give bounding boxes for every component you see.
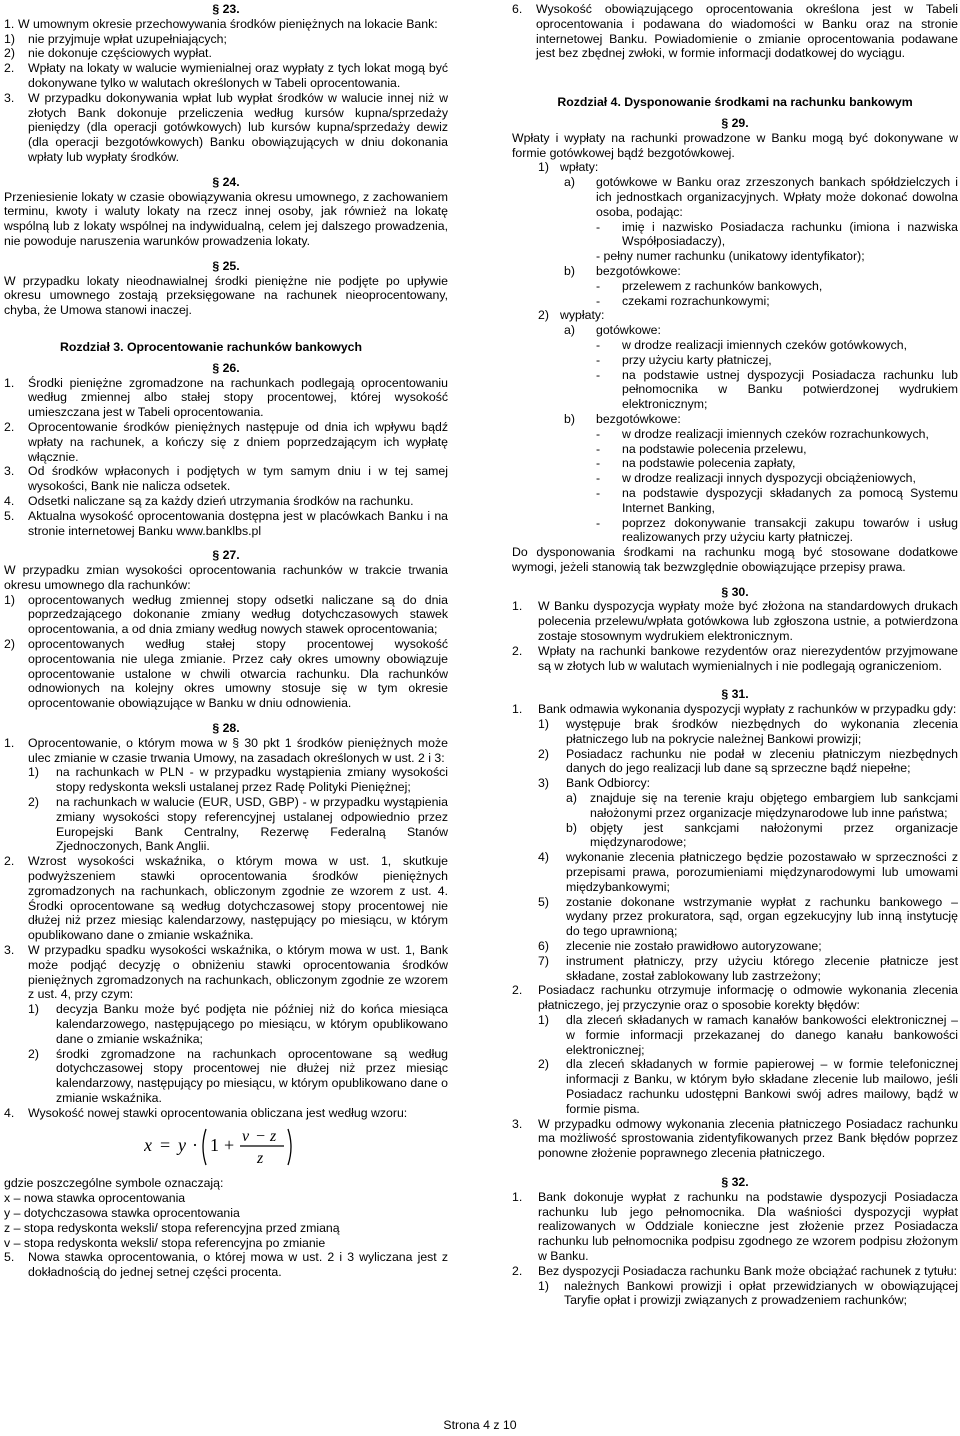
list-item: 1. Bank dokonuje wypłat z rachunku na podstawie dyspozycji Posiadacza rachunku lub jego pełnomocnika. Dla waśniości dyspozycji wypłat realizowanych w Oddziale konieczne jest złożenie przez Posiadacza rachunku lub pełnomocnika podpisu zgodnego ze wzorem podpisu złożonym w Banku. (512, 1189, 958, 1263)
list-item: 2) Posiadacz rachunku nie podał w zleceniu płatniczym niezbędnych danych do jego realizacji lub dane są sprzeczne bądź niepełne; (538, 746, 958, 776)
list-item: 1) występuje brak środków niezbędnych do wykonania zlecenia płatniczego lub na pokrycie należnej Bankowi prowizji; (538, 717, 958, 746)
list-item: a) gotówkowe: (564, 323, 661, 338)
list-item: 1. Bank odmawia wykonania dyspozycji wypłaty z rachunków w przypadku gdy: (512, 702, 957, 717)
section-heading: § 30. (721, 584, 749, 599)
list-item: 2) środki zgromadzone na rachunkach oprocentowane są według dotychczasowej stopy procentowej nie dłużej niż przez miesiąc kalendarzowy, następujący po miesiącu, w którym opublikowano dane o zmianie wskaźnika. (28, 1046, 448, 1105)
section-heading: § 27. (212, 548, 240, 563)
section-heading: § 24. (212, 174, 240, 189)
list-item: 7) instrument płatniczy, przy użyciu którego zlecenie płatnicze jest składane, został zablokowany lub zastrzeżony; (538, 953, 958, 983)
formula-minus: − (256, 1127, 266, 1145)
formula-eq: = (160, 1134, 171, 1155)
list-item: - pełny numer rachunku (unikatowy identyfikator); (596, 249, 865, 264)
list-item: - na podstawie polecenia przelewu, (596, 441, 807, 456)
list-item: 3. W przypadku dokonywania wpłat lub wypłat środków w walucie innej niż w złotych Bank dokonuje przeliczenia według kursów kupna/sprzedaży pieniędzy (dla operacji gotówkowych) lub kursów kupna/sprzedaży dewiz (dla operacji bezgotówkowych) Banku obowiązujących w dniu dokonania wpłaty lub wypłaty środków. (4, 90, 448, 164)
list-item: b) bezgotówkowe: (564, 263, 681, 278)
list-item: 1) należnych Bankowi prowizji i opłat przewidzianych w obowiązującej Taryfie opłat i prowizji związanych z prowadzeniem rachunków; (538, 1278, 958, 1308)
list-item: 5. Aktualna wysokość oprocentowania dostępna jest w placówkach Banku i na stronie internetowej Banku www.banklbs.pl (4, 508, 448, 538)
list-item: 1) wpłaty: (538, 160, 599, 175)
list-item: 2) dla zleceń składanych w formie papierowej – w formie telefonicznej informacji z Banku, w którym było składane zlecenie lub mailowo, jeśli Posiadacz rachunku udostępni Bankowi swój adres mailowy, bądź w formie pisma. (538, 1057, 958, 1116)
list-item: 2. Wzrost wysokości wskaźnika, o którym mowa w ust. 1, skutkuje podwyższeniem stawki oprocentowania środków pieniężnych zgromadzonych na rachunkach, obliczonym zgodnie ze wzorem z ust. 4. Środki oprocentowane są według dotychczasowej stopy procentowej nie dłużej niż przez miesiąc kalendarzowy, następujący po miesiącu, w którym opublikowano dane o zmianie wskaźnika. (4, 854, 448, 943)
list-item: 1) dla zleceń składanych w ramach kanałów bankowości elektronicznej – w formie informacji przekazanej do danego kanału bankowości elektronicznej; (538, 1013, 958, 1057)
list-item: - na podstawie dyspozycji składanych za pomocą Systemu Internet Banking, (596, 485, 958, 515)
list-item: 1) nie przyjmuje wpłat uzupełniających; (4, 31, 227, 46)
formula-legend-item: z – stopa redyskonta weksli/ stopa referencyjna przed zmianą (4, 1220, 340, 1235)
list-item: 4. Wysokość nowej stawki oprocentowania obliczana jest według wzoru: (4, 1105, 408, 1120)
section-heading: § 32. (721, 1174, 749, 1189)
list-item: - przelewem z rachunków bankowych, (596, 278, 823, 293)
formula-paren-left (203, 1129, 206, 1165)
paragraph: Do dysponowania środkami na rachunku mogą być stosowane dodatkowe wymogi, jeżeli stanowią tak bezwzględnie obowiązujące przepisy prawa. (512, 545, 958, 574)
list-item: 6) zlecenie nie zostało prawidłowo autoryzowane; (538, 939, 822, 954)
list-item: - w drodze realizacji innych dyspozycji obciążeniowych, (596, 471, 916, 486)
list-item: 2) na rachunkach w walucie (EUR, USD, GBP) - w przypadku wystąpienia zmiany wysokości stopy referencyjnej ustalanej odpowiednio przez Europejski Bank Centralny, Rezerwę Federalną Stanów Zjednoczonych, Bank Anglii. (28, 795, 448, 854)
chapter-title: Rozdział 3. Oprocentowanie rachunków bankowych (60, 339, 363, 354)
left-column (4, 2, 448, 1280)
list-item: - czekami rozrachunkowymi; (596, 293, 770, 308)
formula-z-bottom: z (257, 1149, 264, 1167)
formula-dot: · (192, 1134, 198, 1155)
section-heading: § 25. (212, 258, 240, 273)
list-item: 1) decyzja Banku może być podjęta nie później niż do końca miesiąca kalendarzowego, następującego po miesiącu, w którym opublikowano dane o zmianie wskaźnika; (28, 1002, 448, 1046)
paragraph: W przypadku zmian wysokości oprocentowania rachunków w trakcie trwania okresu umownego dla rachunków: (4, 563, 448, 592)
list-item: 3. Od środków wpłaconych i podjętych w tym samym dniu i w tej samej wysokości, Bank nie nalicza odsetek. (4, 464, 448, 494)
paragraph: gdzie poszczególne symbole oznaczają: (4, 1176, 224, 1191)
list-item: - imię i nazwisko Posiadacza rachunku (imiona i nazwiska Współposiadaczy), (596, 219, 958, 249)
list-item: 6. Wysokość obowiązującego oprocentowania określona jest w Tabeli oprocentowania i podawana do wiadomości w Banku oraz na stronie internetowej Banku. Powiadomienie o zmianie oprocentowania podawane jest bez zbędnej zwłoki, w formie informacji dodatkowej do wyciągu. (512, 2, 958, 61)
list-item: 2. Bez dyspozycji Posiadacza rachunku Bank może obciążać rachunek z tytułu: (512, 1263, 957, 1278)
right-column (512, 2, 958, 1308)
list-item: 1. Środki pieniężne zgromadzone na rachunkach podlegają oprocentowaniu według zmiennej albo stałej stopy procentowej, której wysokość umieszczana jest w Tabeli oprocentowania. (4, 375, 448, 420)
formula-legend-item: y – dotychczasowa stawka oprocentowania (4, 1205, 240, 1220)
list-item: 1. Oprocentowanie, o którym mowa w § 30 pkt 1 środków pieniężnych może ulec zmianie w czasie trwania Umowy, na zasadach określonych w ust. 2 i 3: (4, 735, 448, 765)
formula-one: 1 (210, 1134, 219, 1155)
list-item: 3. W przypadku spadku wysokości wskaźnika, o którym mowa w ust. 1, Bank może podjąć decyzję o obniżeniu stawki oprocentowania środków pieniężnych zgromadzonych na rachunkach, obliczonym zgodnie ze wzorem z ust. 4, przy czym: (4, 943, 448, 1002)
list-item: 2. Oprocentowanie środków pieniężnych następuje od dnia ich wpływu bądź wpłaty na rachunek, a kończy się z dniem poprzedzającym ich wypłatę włącznie. (4, 419, 448, 464)
section-heading: § 23. (212, 2, 240, 16)
list-item: 4) wykonanie zlecenia płatniczego będzie pozostawało w sprzeczności z przepisami prawa, porozumieniami międzynarodowymi lub umowami międzybankowymi; (538, 850, 958, 894)
formula-x: x (144, 1134, 152, 1155)
list-item: 2. Wpłaty na rachunki bankowe rezydentów oraz nierezydentów przyjmowane są w złotych lub w walutach wymienialnych i nie podlegają ograniczeniom. (512, 643, 958, 673)
list-item: 5. Nowa stawka oprocentowania, o której mowa w ust. 2 i 3 wyliczana jest z dokładnością do jednej setnej części procenta. (4, 1250, 448, 1280)
list-item: 4. Odsetki naliczane są za każdy dzień utrzymania środków na rachunku. (4, 493, 414, 508)
list-item: a) znajduje się na terenie kraju objętego embargiem lub sankcjami nałożonymi przez organizacje międzynarodowe lub inne państwa; (566, 791, 958, 820)
list-item: 1) na rachunkach w PLN - w przypadku wystąpienia zmiany wysokości stopy redyskonta weksli ustalanej przez Radę Polityki Pieniężnej; (28, 765, 448, 795)
list-item: 3) Bank Odbiorcy: (538, 776, 651, 791)
list-item: 2. Wpłaty na lokaty w walucie wymienialnej oraz wypłaty z tych lokat mogą być dokonywane tylko w walutach określonych w Tabeli oprocentowania. (4, 61, 448, 90)
list-item: 1. W Banku dyspozycja wypłaty może być złożona na standardowych drukach polecenia przelewu/wpłata gotówkowa lub zgłoszona ustnie, a potwierdzona zostaje stosownym wydrukiem elektronicznym. (512, 599, 958, 644)
interest-formula (144, 1121, 434, 1173)
list-item: 1) oprocentowanych według zmiennej stopy odsetki naliczane są do dnia poprzedzającego dokonanie zmiany według dotychczasowych stawek oprocentowania, a od dnia zmiany według nowych stawek oprocentowania; (4, 592, 448, 637)
formula-z-top: z (270, 1127, 277, 1145)
chapter-title: Rozdział 4. Dysponowanie środkami na rachunku bankowym (557, 95, 913, 110)
page-number: Strona 4 z 10 (443, 1418, 517, 1432)
formula-paren-right (288, 1129, 291, 1165)
list-item: - na podstawie polecenia zapłaty, (596, 456, 796, 471)
section-heading: § 31. (721, 687, 749, 702)
list-item: - w drodze realizacji imiennych czeków gotówkowych, (596, 337, 907, 352)
list-item: 2) nie dokonuje częściowych wypłat. (4, 46, 212, 61)
list-item: b) bezgotówkowe: (564, 411, 681, 426)
list-item: 2. Posiadacz rachunku otrzymuje informację o odmowie wykonania zlecenia płatniczego, jej przyczynie oraz o sposobie korekty błędów: (512, 983, 958, 1013)
list-item: - na podstawie ustnej dyspozycji Posiadacza rachunku lub pełnomocnika w Banku potwierdzonej wydrukiem elektronicznym; (596, 367, 958, 412)
list-item: 5) zostanie dokonane wstrzymanie wypłat z rachunku bankowego – wydany przez prokuratora, sąd, organ egzekucyjny lub inną instytucję do tego uprawnioną; (538, 894, 958, 939)
section-heading: § 29. (721, 115, 749, 130)
section-heading: § 28. (212, 721, 240, 736)
list-item: 2) oprocentowanych według stałej stopy procentowej wysokość oprocentowania nie ulega zmianie. Przez cały okres umowny obowiązuje oprocentowanie ustalone w chwili otwarcia rachunku. Dla rachunków odnowionych na kolejny okres umowny stosuje się w tym okresie oprocentowanie obowiązujące w Banku w dniu odnowienia. (4, 637, 448, 711)
list-item: 2) wypłaty: (538, 308, 605, 323)
formula-v: v (242, 1127, 250, 1145)
formula-legend-item: x – nowa stawka oprocentowania (4, 1191, 186, 1206)
paragraph: Przeniesienie lokaty w czasie obowiązywania okresu umownego, z zachowaniem terminu, kwoty i waluty lokaty na rzecz innej osoby, jak również na lokatę wspólną lub z lokaty wspólnej na indywidualną, celem jej dalszego prowadzenia, nie powoduje naruszenia warunków prowadzenia lokaty. (4, 189, 448, 248)
list-item: - poprzez dokonywanie transakcji zakupu towarów i usług realizowanych przy użyciu karty płatniczej. (596, 515, 958, 545)
formula-y: y (178, 1134, 186, 1155)
paragraph: Wpłaty i wypłaty na rachunki prowadzone w Banku mogą być dokonywane w formie gotówkowej bądź bezgotówkowej. (512, 130, 958, 160)
list-item: - przy użyciu karty płatniczej, (596, 352, 772, 367)
list-item: b) objęty jest sankcjami nałożonymi przez organizacje międzynarodowe; (566, 820, 958, 850)
list-item: 1. W umownym okresie przechowywania środków pieniężnych na lokacie Bank: (4, 16, 438, 31)
paragraph: W przypadku lokaty nieodnawialnej środki pieniężne nie podjęte po upływie okresu umownego zostają przeksięgowane na rachunek nieoprocentowany, chyba, że Umowa stanowi inaczej. (4, 273, 448, 318)
formula-legend-item: v – stopa redyskonta weksli/ stopa referencyjna po zmianie (4, 1235, 326, 1250)
list-item: a) gotówkowe w Banku oraz zrzeszonych bankach spółdzielczych i ich jednostkach organizacyjnych. Wpłaty może dokonać dowolna osoba, podając: (564, 175, 958, 219)
formula-plus: + (224, 1134, 235, 1155)
list-item: 3. W przypadku odmowy wykonania zlecenia płatniczego Posiadacz rachunku ma możliwość sprostowania zidentyfikowanych przez Bank błędów poprzez ponowne złożenie poprawnego zlecenia płatniczego. (512, 1116, 958, 1161)
section-heading: § 26. (212, 360, 240, 375)
list-item: - w drodze realizacji imiennych czeków rozrachunkowych, (596, 426, 929, 441)
